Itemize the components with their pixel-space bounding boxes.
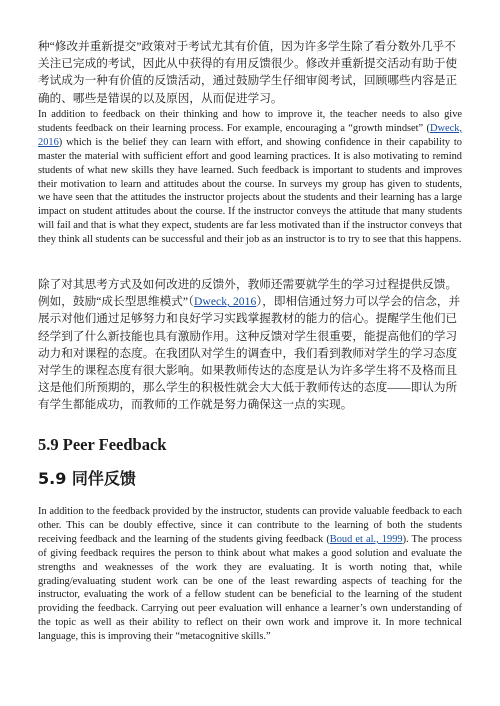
citation-link-boud[interactable]: Boud et al., 1999 — [329, 533, 403, 545]
paragraph-text: 除了对其思考方式及如何改进的反馈外，教师还需要就学生的学习过程提供反馈。例如，鼓励“成长型思维模式”（ — [38, 278, 458, 309]
paragraph-text: 种“修改并重新提交”政策对于考试尤其有价值，因为许多学生除了看分数外几乎不关注已完成的考试，因此从中获得的有用反馈很少。修改并重新提交活动有助于使考试成为一种有价值的反馈活动，通过鼓励学生仔细审阅考试，回顾哪些内容是正确的、哪些是错误的以及原因，从而促进学习。 — [38, 40, 458, 105]
paragraph-en-peer-feedback — [38, 505, 462, 644]
paragraph-text: ) which is the belief they can learn with effort, and showing confidence in their capability to master the material with sufficient effort and good learning practices. It is also motivating to remind students of what new skills they have learned. Such feedback is important to students and improves their motivation to learn and attitudes about the course. In surveys my group has given to students, we have seen that the attitudes the instructor projects about the students and their learning has a large impact on student attitudes about the course. If the instructor conveys the attitude that many students will fail and that is what they expect, students are far less motivated than if the instructor conveys that they think all students can be successful and their job as an instructor is to try to see that this happens. — [38, 136, 462, 246]
paragraph-en-learning-process — [38, 108, 462, 247]
citation-link-dweck[interactable]: Dweck, 2016 — [38, 122, 462, 148]
paragraph-zh-revise-resubmit — [38, 38, 462, 107]
paragraph-text: In addition to feedback on their thinking and how to improve it, the teacher needs to also give students feedback on their learning process. For example, encouraging a “growth mindset” ( — [38, 109, 462, 134]
paragraph-text: ). The process of giving feedback requires the person to think about what makes a good solution and evaluate the strengths and weaknesses of the work they are evaluating. It is worth noting that, while grading/evaluating student work can be one of the least rewarding aspects of teaching for the instructor, evaluating the work of a fellow student can be beneficial to the learning of the student providing the feedback. Carrying out peer evaluation will enhance a learner’s own understanding of the topic as well as their ability to reflect on their own work and improve it. In more technical language, this is improving their “metacognitive skills.” — [38, 533, 462, 643]
paragraph-text: ），即相信通过努力可以学会的信念，并展示对他们通过足够努力和良好学习实践掌握教材的能力的信心。提醒学生他们已经学到了什么新技能也具有激励作用。这种反馈对学生很重要，能提高他们的学习动力和对课程的态度。在我团队对学生的调查中，我们看到教师对学生的学习态度对学生的课程态度有很大影响。如果教师传达的态度是认为许多学生将不及格而且这是他们所预期的，那么学生的积极性就会大大低于教师传达的态度——即认为所有学生都能成功，而教师的工作就是努力确保这一点的实现。 — [38, 295, 461, 412]
section-heading-zh: 5.9 同伴反馈 — [38, 469, 136, 488]
section-heading-en: 5.9 Peer Feedback — [38, 435, 167, 454]
paragraph-text: In addition to the feedback provided by the instructor, students can provide valuable feedback to each other. This can be doubly effective, since it can contribute to the learning of both the students receiving feedback and the learning of the students giving feedback ( — [38, 506, 462, 545]
citation-link-dweck-zh[interactable]: Dweck, 2016 — [193, 295, 257, 309]
paragraph-zh-learning-process — [38, 276, 462, 414]
